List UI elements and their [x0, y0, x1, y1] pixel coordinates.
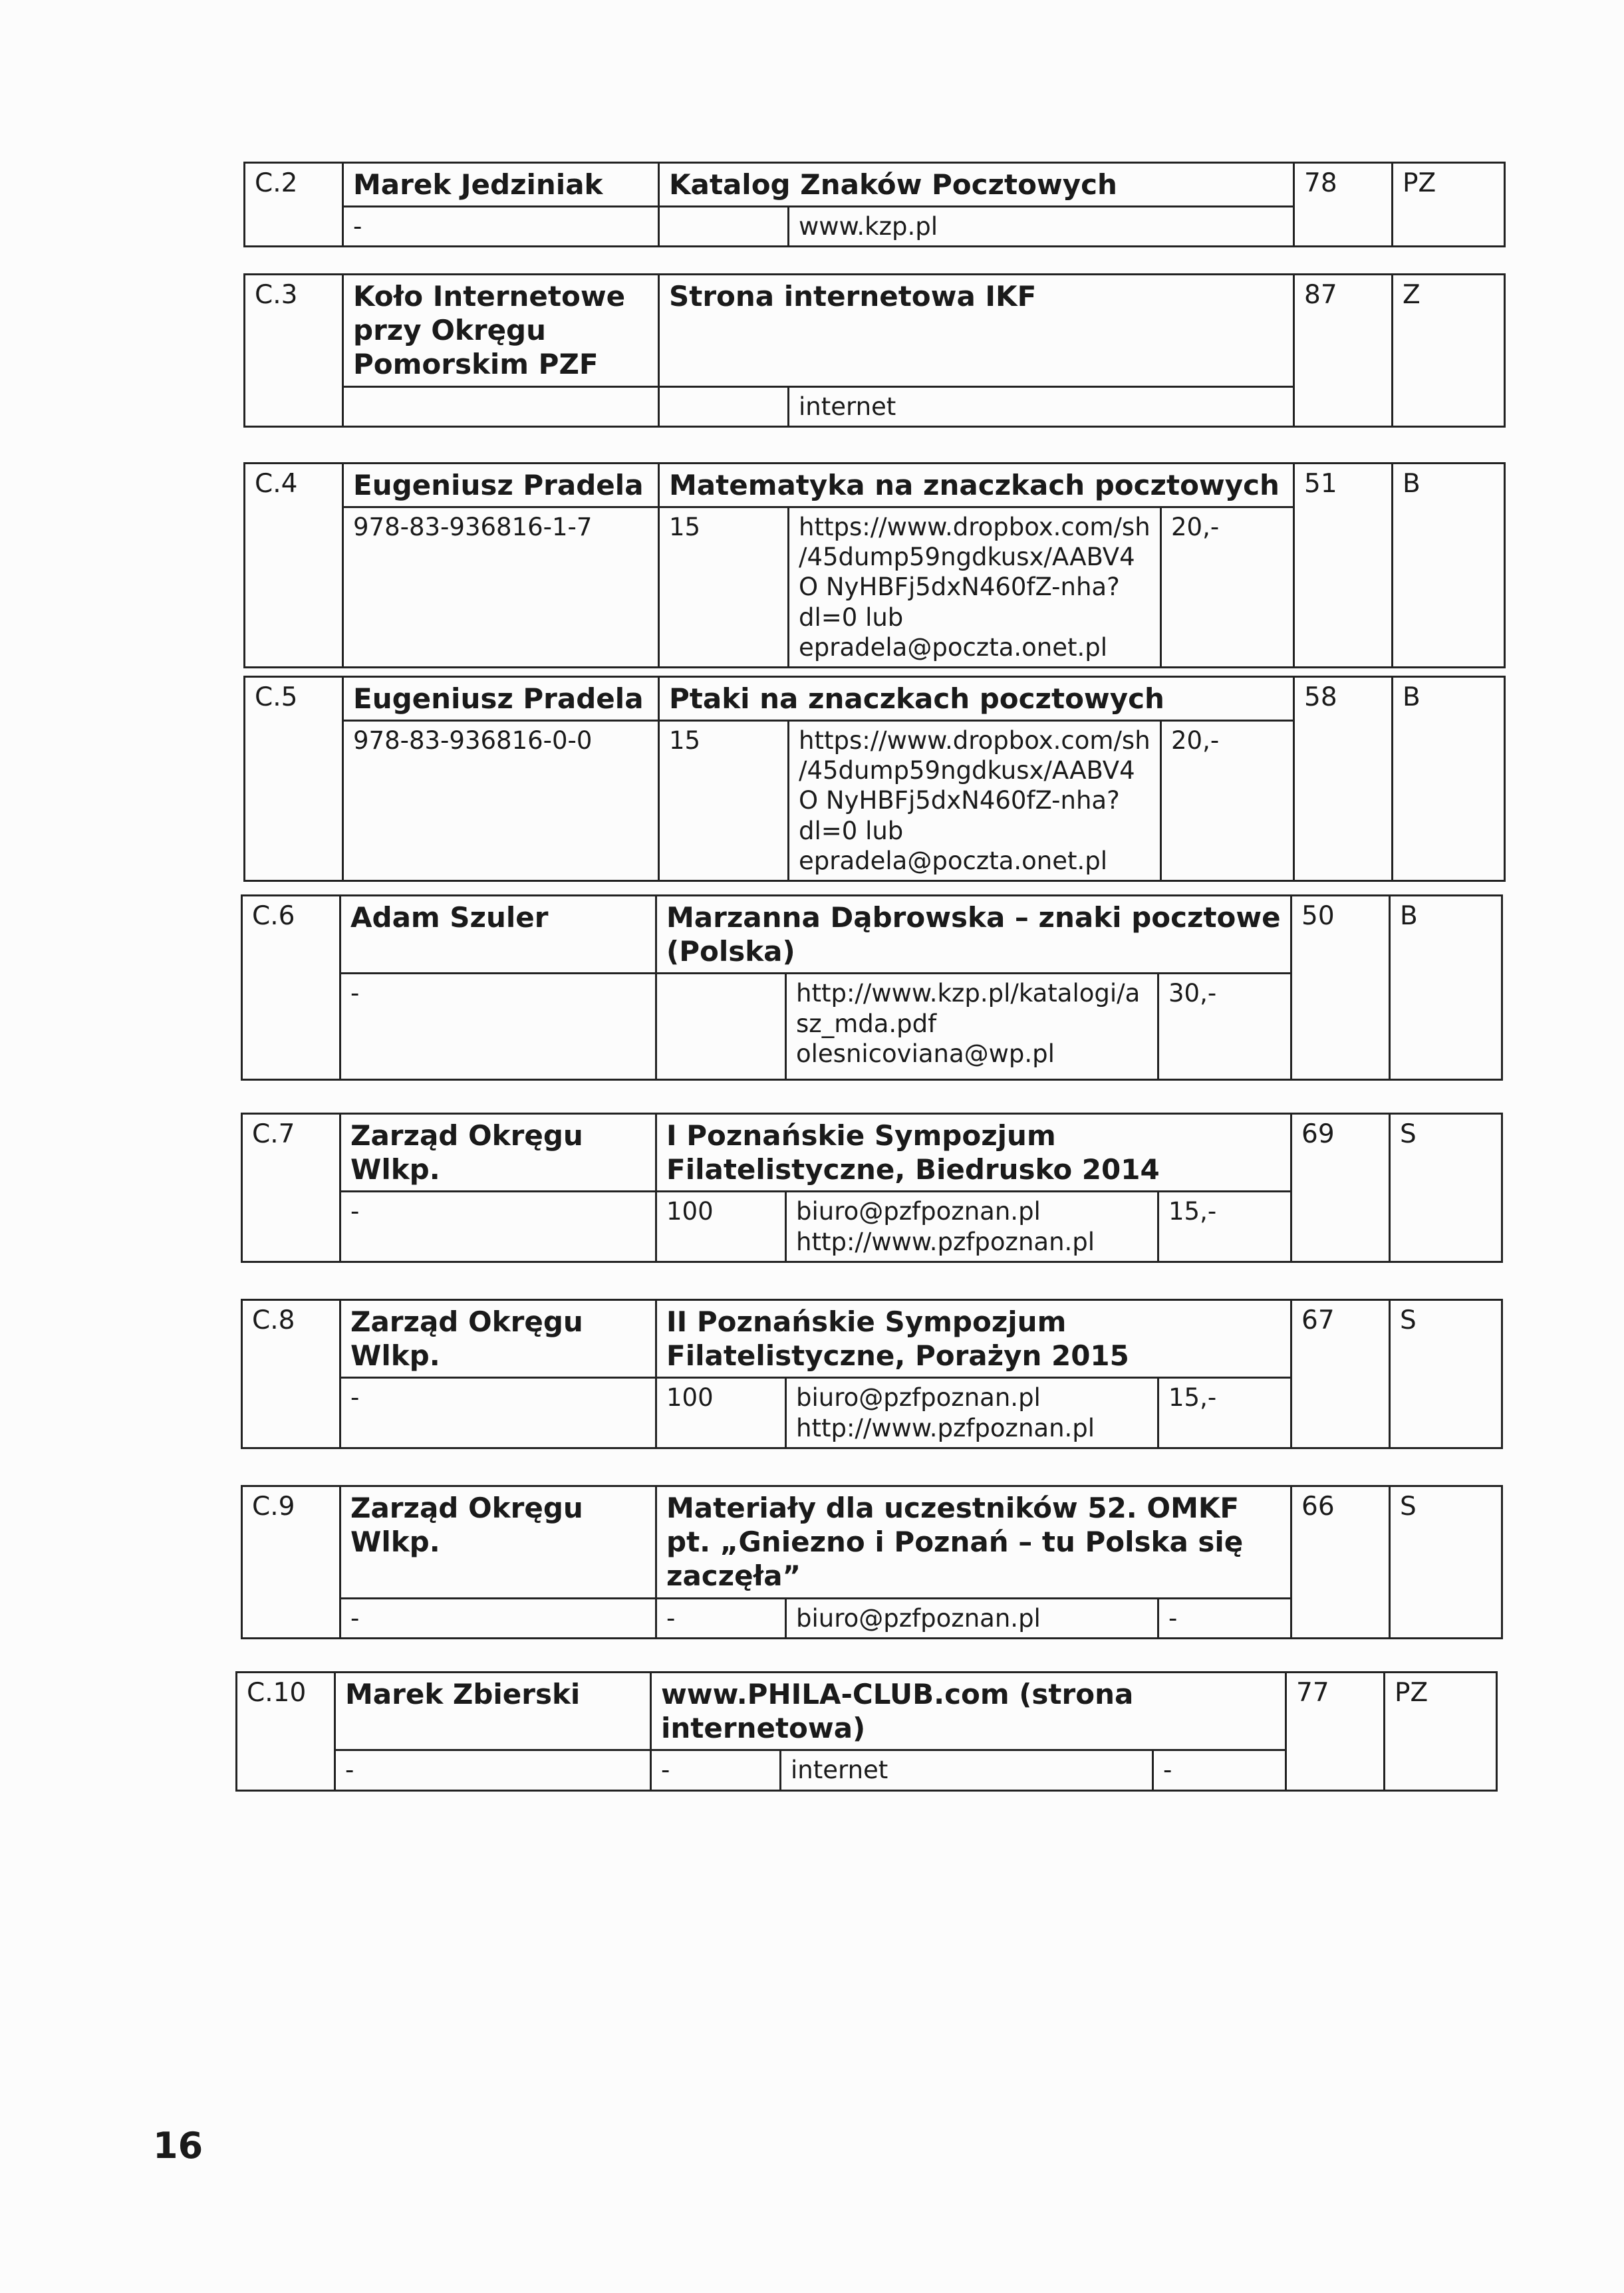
entry-id: C.2: [245, 163, 343, 247]
entry-price: 20,-: [1161, 721, 1294, 881]
entry-contact: http://www.kzp.pl/katalogi/a sz_mda.pdf olesnicoviana@wp.pl: [786, 974, 1158, 1080]
entry-isbn: -: [340, 974, 656, 1080]
entry-id: C.8: [242, 1300, 340, 1448]
catalog-entry: [241, 1485, 1503, 1639]
entry-score: 78: [1294, 163, 1393, 247]
entry-isbn: -: [335, 1750, 651, 1790]
catalog-entry: [243, 162, 1506, 247]
entry-isbn: -: [340, 1598, 656, 1638]
entry-title: www.PHILA-CLUB.com (strona internetowa): [651, 1673, 1286, 1750]
catalog-entry: [243, 462, 1506, 668]
entry-contact: https://www.dropbox.com/sh /45dump59ngdkusx/AABV4O NyHBFj5dxN460fZ-nha?dl=0 lub epradela@poczta.onet.pl: [789, 721, 1161, 881]
entry-title: I Poznańskie Sympozjum Filatelistyczne, Biedrusko 2014: [656, 1114, 1291, 1192]
entry-author: Adam Szuler: [340, 896, 656, 974]
entry-author: Eugeniusz Pradela: [343, 464, 659, 507]
entry-grade: Z: [1393, 275, 1505, 427]
entry-score: 67: [1291, 1300, 1390, 1448]
catalog-entry: [243, 676, 1506, 882]
entry-pages: [656, 974, 786, 1080]
entry-pages: 15: [659, 507, 789, 668]
catalog-entry: [241, 894, 1503, 1081]
entry-id: C.6: [242, 896, 340, 1080]
entry-contact: biuro@pzfpoznan.pl http://www.pzfpoznan.pl: [786, 1192, 1158, 1262]
entry-title: Katalog Znaków Pocztowych: [659, 163, 1294, 207]
entry-contact: biuro@pzfpoznan.pl http://www.pzfpoznan.pl: [786, 1378, 1158, 1448]
entry-title: II Poznańskie Sympozjum Filatelistyczne, Porażyn 2015: [656, 1300, 1291, 1378]
entry-score: 58: [1294, 677, 1393, 881]
entry-isbn: -: [343, 207, 659, 247]
entry-author: Koło Internetowe przy Okręgu Pomorskim PZF: [343, 275, 659, 387]
catalog-entry: [241, 1299, 1503, 1449]
entry-isbn: 978-83-936816-1-7: [343, 507, 659, 668]
entry-title: Materiały dla uczestników 52. OMKF pt. „Gniezno i Poznań – tu Polska się zaczęła”: [656, 1486, 1291, 1599]
entry-pages: 100: [656, 1378, 786, 1448]
entry-contact: internet: [781, 1750, 1153, 1790]
entry-grade: S: [1390, 1300, 1502, 1448]
entry-pages: -: [656, 1598, 786, 1638]
entry-id: C.7: [242, 1114, 340, 1262]
entry-id: C.4: [245, 464, 343, 668]
entry-title: Strona internetowa IKF: [659, 275, 1294, 387]
entry-grade: B: [1393, 464, 1505, 668]
entry-pages: [659, 386, 789, 426]
entry-title: Marzanna Dąbrowska – znaki pocztowe (Polska): [656, 896, 1291, 974]
entry-price: -: [1158, 1598, 1291, 1638]
entry-author: Zarząd Okręgu Wlkp.: [340, 1300, 656, 1378]
entry-author: Eugeniusz Pradela: [343, 677, 659, 721]
catalog-entry: [241, 1113, 1503, 1263]
entry-score: 77: [1286, 1673, 1385, 1791]
entry-grade: PZ: [1385, 1673, 1497, 1791]
entry-pages: [659, 207, 789, 247]
entry-grade: PZ: [1393, 163, 1505, 247]
entry-score: 50: [1291, 896, 1390, 1080]
entry-pages: -: [651, 1750, 781, 1790]
entry-grade: S: [1390, 1114, 1502, 1262]
entry-isbn: -: [340, 1192, 656, 1262]
entry-price: 15,-: [1158, 1378, 1291, 1448]
entry-author: Zarząd Okręgu Wlkp.: [340, 1486, 656, 1599]
entry-id: C.10: [237, 1673, 335, 1791]
entry-author: Marek Jedziniak: [343, 163, 659, 207]
entry-author: Marek Zbierski: [335, 1673, 651, 1750]
entry-contact: https://www.dropbox.com/sh /45dump59ngdkusx/AABV4O NyHBFj5dxN460fZ-nha?dl=0 lub epradela@poczta.onet.pl: [789, 507, 1161, 668]
entry-id: C.9: [242, 1486, 340, 1639]
entry-score: 51: [1294, 464, 1393, 668]
entry-contact: internet: [789, 386, 1294, 426]
entry-score: 69: [1291, 1114, 1390, 1262]
entry-contact: www.kzp.pl: [789, 207, 1294, 247]
entry-isbn: [343, 386, 659, 426]
catalog-entry: [235, 1671, 1498, 1792]
entry-grade: B: [1393, 677, 1505, 881]
entry-pages: 15: [659, 721, 789, 881]
entry-grade: B: [1390, 896, 1502, 1080]
entry-contact: biuro@pzfpoznan.pl: [786, 1598, 1158, 1638]
entry-score: 87: [1294, 275, 1393, 427]
entry-id: C.5: [245, 677, 343, 881]
entry-title: Matematyka na znaczkach pocztowych: [659, 464, 1294, 507]
entry-price: 20,-: [1161, 507, 1294, 668]
entry-isbn: -: [340, 1378, 656, 1448]
entry-price: 30,-: [1158, 974, 1291, 1080]
entry-title: Ptaki na znaczkach pocztowych: [659, 677, 1294, 721]
entry-id: C.3: [245, 275, 343, 427]
entry-score: 66: [1291, 1486, 1390, 1639]
entry-price: -: [1153, 1750, 1286, 1790]
entry-pages: 100: [656, 1192, 786, 1262]
entry-price: 15,-: [1158, 1192, 1291, 1262]
page-number: 16: [153, 2125, 203, 2167]
entry-isbn: 978-83-936816-0-0: [343, 721, 659, 881]
catalog-entry: [243, 273, 1506, 428]
entry-author: Zarząd Okręgu Wlkp.: [340, 1114, 656, 1192]
entry-grade: S: [1390, 1486, 1502, 1639]
